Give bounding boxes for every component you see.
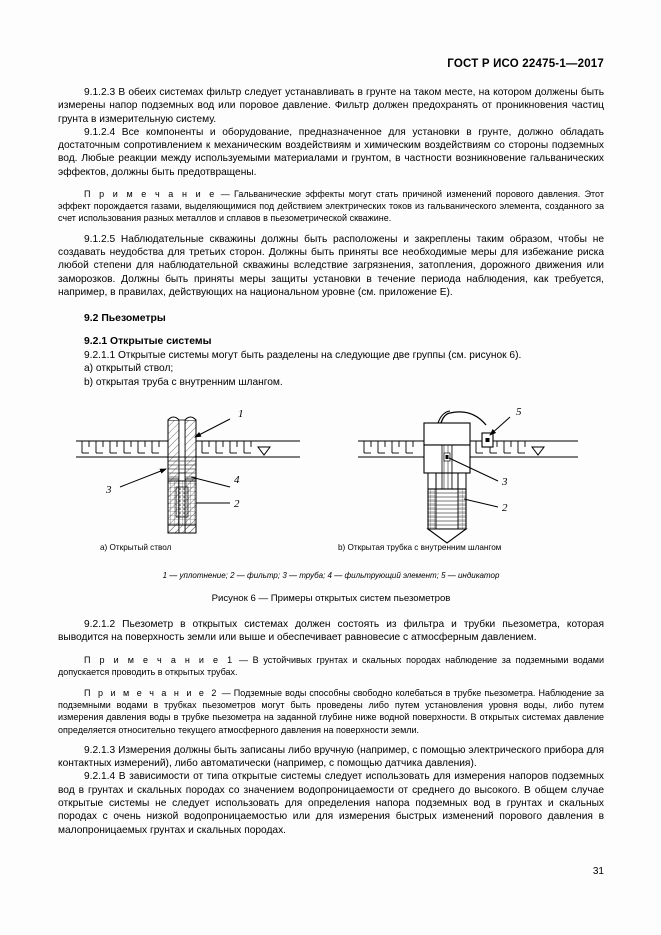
paragraph-9-2-1-3: 9.2.1.3 Измерения должны быть записаны либо вручную (например, с помощью электрического прибора для контактных измерений), либо автоматически (например, с помощью датчика давления). xyxy=(58,744,604,770)
heading-9-2: 9.2 Пьезометры xyxy=(84,313,166,325)
paragraph-9-2-1-4: 9.2.1.4 В зависимости от типа открытые системы следует использовать для измерения напоров подземных вод в грунтах и скальных породах со значением водопроницаемости от среднего до высокого. В общем случае открытые системы не следует использовать для определения напора подземных вод в грунтах и скальных породах с очень низкой водопроницаемостью или для измерения быстрых изменений порового давления в малопроницаемых грунтах и скальных породах. xyxy=(58,771,604,836)
paragraph-9-1-2-4: 9.1.2.4 Все компоненты и оборудование, предназначенное для установки в грунте, должно обладать достаточным сопротивлением к механическим воздействиям и химическим воздействиям со стороны подземных вод. Любые реакции между используемыми материалами и грунтом, в частности возникновение гальванических эффектов, должны быть предотвращены. xyxy=(58,126,604,178)
callout-left-2: 2 xyxy=(234,498,240,511)
page-number: 31 xyxy=(592,866,604,877)
paragraph-9-2-1-1: 9.2.1.1 Открытые системы могут быть разделены на следующие две группы (см. рисунок 6). xyxy=(84,350,522,362)
callout-left-1: 1 xyxy=(238,408,244,421)
note-1-stable-soils xyxy=(58,654,604,678)
figure-6-drawing xyxy=(58,395,604,545)
callout-right-3: 3 xyxy=(502,476,508,489)
list-item-a: a) открытый ствол; xyxy=(84,363,174,375)
callout-left-3: 3 xyxy=(106,484,112,497)
water-table-symbol-left-diagram xyxy=(258,447,270,455)
note-label: П р и м е ч а н и е xyxy=(84,189,217,200)
callout-right-5: 5 xyxy=(516,406,522,419)
figure-legend: 1 — уплотнение; 2 — фильтр; 3 — труба; 4 — фильтрующий элемент; 5 — индикатор xyxy=(162,571,500,581)
note-label: П р и м е ч а н и е 2 xyxy=(84,688,219,699)
diagram-open-tube-with-hose xyxy=(358,406,578,543)
paragraph-9-1-2-3: 9.1.2.3 В обеих системах фильтр следует устанавливать в грунте на таком месте, на котором должены быть измерены напор подземных вод или поровое давление. Фильтр должен предохранять от проникновения частиц грунта в измерительную систему. xyxy=(58,87,604,125)
figure-title: Рисунок 6 — Примеры открытых систем пьезометров xyxy=(211,593,451,605)
note-text: — Подземные воды способны свободно колебаться в трубке пьезометра. Наблюдение за подземными водами в трубках пьезометров могут быть проведены либо путем установления уровня воды, либо путем измерения давления воды в трубке пьезометра на заданной глубине ниже водной поверхности. В открытых системах давление определяется относительно текущего атмосферного давления на поверхности земли. xyxy=(58,688,604,735)
figure-6 xyxy=(58,395,604,605)
figure-caption-b: b) Открытая трубка с внутренним шлангом xyxy=(338,543,502,553)
note-galvanic-effects xyxy=(58,188,604,225)
document-body xyxy=(58,86,604,837)
note-text: — В устойчивых грунтах и скальных породах наблюдение за подземными водами допускается проводить в открытых трубах. xyxy=(58,654,605,677)
list-item-b: b) открытая труба с внутренним шлангом. xyxy=(84,376,283,388)
callout-left-4: 4 xyxy=(234,474,240,487)
spacer xyxy=(58,299,604,312)
note-2-groundwater-fluctuation xyxy=(58,687,604,736)
spacer xyxy=(58,326,604,335)
diagram-open-borehole xyxy=(76,408,300,533)
callout-right-2: 2 xyxy=(502,502,508,515)
note-label: П р и м е ч а н и е 1 xyxy=(84,654,235,665)
note-text: — Гальванические эффекты могут стать причиной изменений порового давления. Этот эффект порождается газами, выделяющимися под действием электрических токов из гальванического элемента, созданного за счет использования разных металлов и сплавов в пьезометрической скважине. xyxy=(58,189,604,224)
page-header-standard-number: ГОСТ Р ИСО 22475-1—2017 xyxy=(447,58,604,70)
heading-9-2-1: 9.2.1 Открытые системы xyxy=(84,336,212,348)
spacer xyxy=(58,605,604,618)
paragraph-9-2-1-2: 9.2.1.2 Пьезометр в открытых системах должен состоять из фильтра и трубки пьезометра, которая выводится на поверхность земли или выше и обеспечивает равновесие с атмосферным давлением. xyxy=(58,619,604,644)
paragraph-9-1-2-5: 9.1.2.5 Наблюдательные скважины должны быть расположены и закреплены таким образом, чтобы не создавать неудобства для третьих сторон. Должны быть приняты все необходимые меры для избежание риска любой степени для наблюдательной скважины вследствие загрязнения, затопления, дорожного движения или заморозков. Должны быть приняты меры защиты установки в течение периода наблюдения, как требуется, например, в правилах, действующих на национальном уровне (см. приложение Е). xyxy=(58,233,604,298)
figure-caption-a: a) Открытый ствол xyxy=(100,543,172,553)
water-table-symbol-right-diagram xyxy=(532,447,544,455)
